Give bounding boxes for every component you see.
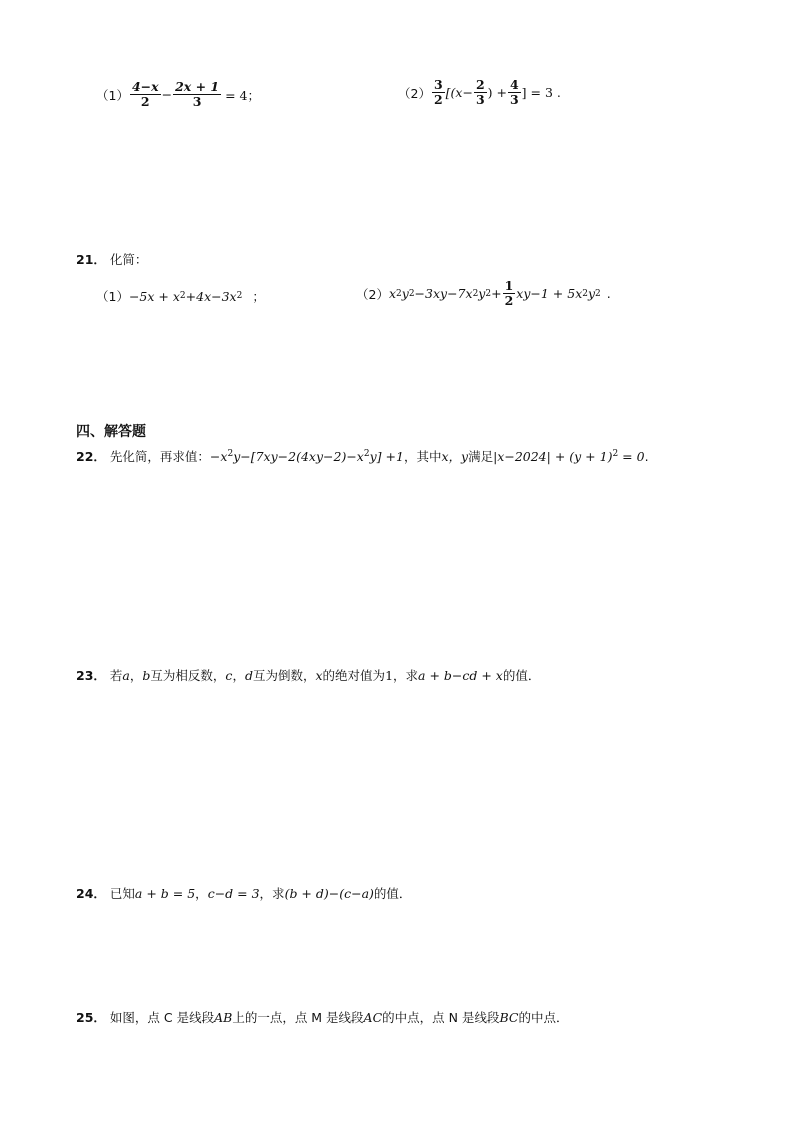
q21-title: 化简： <box>109 252 148 267</box>
q23 <box>76 666 540 684</box>
q24-text: 已知 <box>109 886 135 901</box>
q25-segment: AC <box>363 1010 383 1025</box>
q20-part1-fraction-2: $\frac{2x + 1}{3}$ <box>175 79 220 110</box>
q20-part2-rhs: ] = 3 . <box>521 85 561 101</box>
q21-part2-term: y <box>478 286 486 302</box>
q23-value: 1 <box>385 668 394 683</box>
q22-mid: ，其中 <box>403 449 442 464</box>
q21-part2-term: x <box>388 286 397 302</box>
q23-var: b <box>142 668 151 683</box>
q21-part2-tail: . <box>606 286 611 302</box>
q22-end: . <box>644 449 649 464</box>
q21-part2-label: （2） <box>356 286 389 302</box>
q20-part1-rhs: = 4； <box>225 87 260 103</box>
q24-expr: c−d = 3 <box>207 886 260 901</box>
q20-part2-fraction-inner: $\frac{2}{3}$ <box>475 77 485 108</box>
q25-number: 25． <box>76 1010 106 1025</box>
q23-text: ， <box>232 668 245 683</box>
q23-text: ，求 <box>393 668 419 683</box>
q20-part1-fraction-1: $\frac{4-x}{2}$ <box>131 79 159 110</box>
q23-text: 互为倒数， <box>252 668 316 683</box>
q20-part1-label: （1） <box>96 87 129 103</box>
q22-number: 22． <box>76 449 106 464</box>
q25-text: 的中点，点 N 是线段 <box>382 1010 500 1025</box>
q23-text: ， <box>129 668 143 683</box>
q21-part1-expr-b: +4x−3x <box>185 288 237 304</box>
q25-text: 的中点． <box>518 1010 569 1025</box>
q24-expr: (b + d)−(c−a) <box>284 886 374 901</box>
q22-expr: −x <box>209 449 228 464</box>
q21-part2: （2） x 2 y 2 −3xy−7x 2 y 2 + $\frac{1}{2}$ xy−1 + 5x 2 y 2 . <box>356 278 611 309</box>
q23-var: a <box>122 668 130 683</box>
q25 <box>76 1008 568 1026</box>
q21-part2-term: xy−1 + 5x <box>516 286 583 302</box>
q21-part1: （1） −5x + x 2 +4x−3x 2 ； <box>96 288 265 304</box>
q24-expr: a + b = 5 <box>134 886 196 901</box>
q23-expr: a + b−cd + x <box>418 668 503 683</box>
q22-exp: 2 <box>363 448 370 459</box>
q24-text: ， <box>195 886 208 901</box>
q21-part2-term: y <box>587 286 596 302</box>
q22-cond: |x−2024| + (y + 1) <box>493 449 613 464</box>
q21-part1-tail: ； <box>252 289 265 304</box>
q22-cond: = 0 <box>618 449 645 464</box>
q20-part2-mid: ) + <box>487 85 507 101</box>
q22-lead: 先化简，再求值： <box>109 449 210 464</box>
q23-number: 23． <box>76 668 106 683</box>
q20-part2-fraction-outer: $\frac{3}{2}$ <box>433 77 443 108</box>
q25-segment: BC <box>499 1010 519 1025</box>
q20-part2-fraction-2: $\frac{4}{3}$ <box>509 77 519 108</box>
q22-vars: x，y <box>441 449 469 464</box>
q20-part2 <box>398 78 561 108</box>
q22-expr: y] +1 <box>369 449 404 464</box>
q23-text: 若 <box>109 668 123 683</box>
q21-part2-plus: + <box>491 286 502 302</box>
q22-expr: y−[7xy−2(4xy−2)−x <box>233 449 364 464</box>
q24-text: 的值． <box>373 886 412 901</box>
q21-part2-term: y <box>401 286 409 302</box>
q22-cond-lead: 满足 <box>468 449 494 464</box>
q22-exp: 2 <box>227 448 234 459</box>
q20-part1-minus: − <box>161 87 173 103</box>
q24-text: ，求 <box>259 886 285 901</box>
q24 <box>76 884 411 902</box>
q23-var: c <box>225 668 233 683</box>
q24-number: 24． <box>76 886 106 901</box>
q20-part1 <box>96 80 260 110</box>
q23-text: 的绝对值为 <box>322 668 386 683</box>
q23-text: 的值． <box>502 668 541 683</box>
q25-segment: AB <box>214 1010 233 1025</box>
q25-text: 如图，点 C 是线段 <box>109 1010 215 1025</box>
q23-text: 互为相反数， <box>150 668 226 683</box>
q25-text: 上的一点，点 M 是线段 <box>232 1010 364 1025</box>
q21-part1-expr-a: −5x + x <box>128 288 180 304</box>
q21-part2-term: −3xy−7x <box>414 286 473 302</box>
q23-var: d <box>244 668 253 683</box>
section-heading: 四、解答题 <box>76 424 146 440</box>
q22 <box>76 447 649 465</box>
q20-part2-open: [(x− <box>445 85 473 101</box>
q20-part2-label: （2） <box>398 85 431 101</box>
q23-var: x <box>315 668 323 683</box>
q21-part2-fraction: $\frac{1}{2}$ <box>504 278 514 309</box>
q21-part1-label: （1） <box>96 289 129 304</box>
q21-number: 21． <box>76 252 106 267</box>
q22-cond-exp: 2 <box>612 448 619 459</box>
q21-title-line <box>76 250 147 268</box>
